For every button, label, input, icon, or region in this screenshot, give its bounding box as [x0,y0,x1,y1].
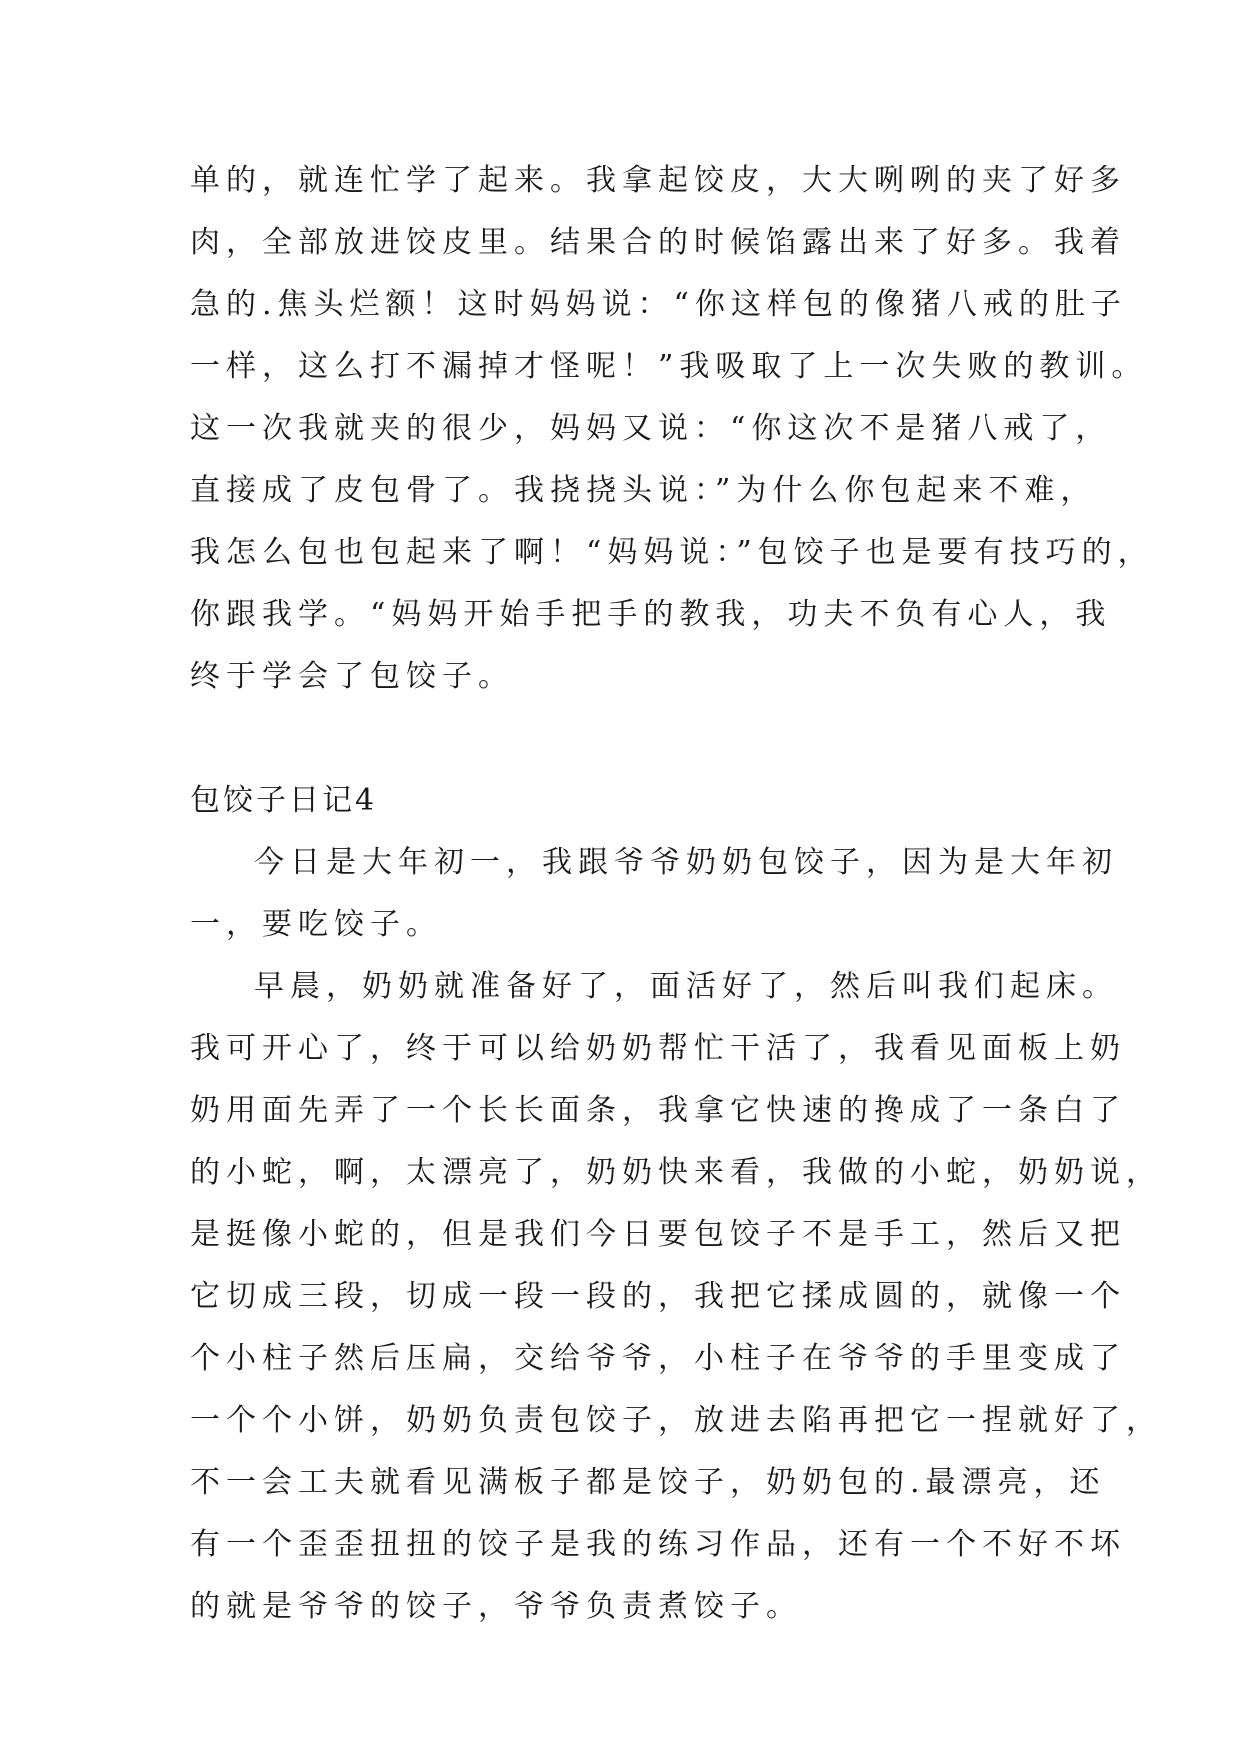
paragraph-1 [190,832,1118,956]
paragraph-continued [190,150,1154,708]
text-line: 一个个小饼，奶奶负责包饺子，放进去陷再把它一捏就好了， [190,1403,1162,1438]
text-line: 我怎么包也包起来了啊！“妈妈说：”包饺子也是要有技巧的， [190,535,1154,570]
text-line: 这一次我就夹的很少，妈妈又说：“你这次不是猪八戒了， [190,411,1112,446]
text-line: 奶用面先弄了一个长长面条，我拿它快速的搀成了一条白了 [190,1093,1126,1128]
text-line: 单的，就连忙学了起来。我拿起饺皮，大大咧咧的夹了好多 [190,163,1126,198]
text-line: 肉，全部放进饺皮里。结果合的时候馅露出来了好多。我着 [190,225,1126,260]
text-line: 是挺像小蛇的，但是我们今日要包饺子不是手工，然后又把 [190,1217,1126,1252]
section-heading: 包饺子日记4 [190,783,378,818]
paragraph-2 [190,956,1162,1638]
text-line: 有一个歪歪扭扭的饺子是我的练习作品，还有一个不好不坏 [190,1527,1126,1562]
text-line: 的小蛇，啊，太漂亮了，奶奶快来看，我做的小蛇，奶奶说， [190,1155,1162,1190]
text-line: 我可开心了，终于可以给奶奶帮忙干活了，我看见面板上奶 [190,1031,1126,1066]
text-line: 终于学会了包饺子。 [190,659,514,694]
text-line: 一，要吃饺子。 [190,907,442,942]
text-line: 的就是爷爷的饺子，爷爷负责煮饺子。 [190,1589,802,1624]
text-line: 直接成了皮包骨了。我挠挠头说：”为什么你包起来不难， [190,473,1097,508]
text-line: 它切成三段，切成一段一段的，我把它揉成圆的，就像一个 [190,1279,1126,1314]
text-line: 急的.焦头烂额！这时妈妈说：“你这样包的像猪八戒的肚子 [190,287,1127,322]
text-line: 个小柱子然后压扁，交给爷爷，小柱子在爷爷的手里变成了 [190,1341,1126,1376]
document-page [190,150,1162,1638]
section-gap [190,708,1070,770]
text-line: 你跟我学。“妈妈开始手把手的教我，功夫不负有心人，我 [190,597,1112,632]
text-line: 一样，这么打不漏掉才怪呢！”我吸取了上一次失败的教训。 [190,349,1148,384]
text-line: 今日是大年初一，我跟爷爷奶奶包饺子，因为是大年初 [254,845,1118,880]
text-line: 不一会工夫就看见满板子都是饺子，奶奶包的.最漂亮，还 [190,1465,1106,1500]
text-line: 早晨，奶奶就准备好了，面活好了，然后叫我们起床。 [254,969,1118,1004]
